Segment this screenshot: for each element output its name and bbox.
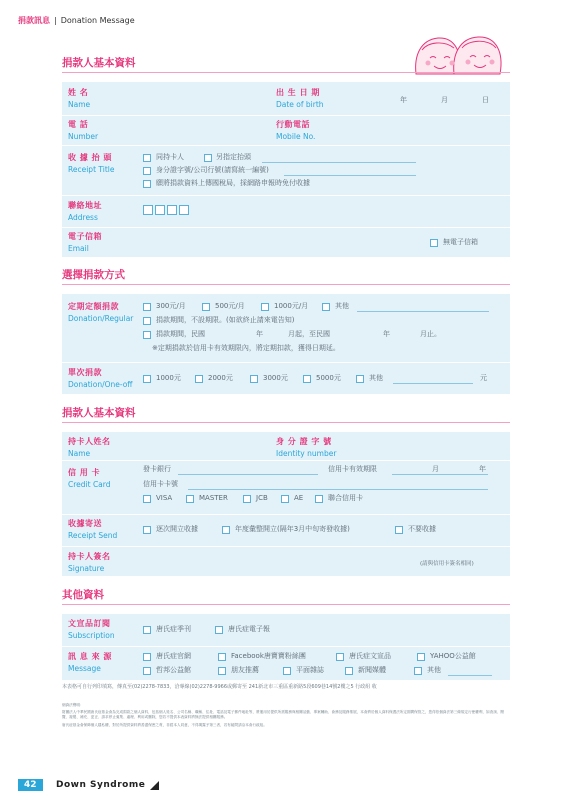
checkbox-once-2000[interactable] [195,375,203,383]
once-5000: 5000元 [316,374,341,382]
send-yearly: 年度彙整開立(隔年3月中旬寄發收據) [235,525,350,533]
checkbox-receipt-upload[interactable] [143,180,151,188]
checkbox-amt-500[interactable] [202,303,210,311]
privacy-statement [62,703,510,730]
contact-info: 本表格可自行列印填寫，傳真至(02)2278-7833，洽專線(02)2278-9966或郵寄至 241新北市三重區重新路5段609巷14號2樓之5 行政組 收 [62,684,377,690]
magazine-name: Down Syndrome [56,780,146,790]
amt-other: 其他 [335,302,349,310]
amt-other-line[interactable] [357,311,489,312]
expiry-month: 月 [432,465,439,473]
checkbox-msg-website[interactable] [143,653,151,661]
msg-news: 新聞媒體 [358,666,386,674]
checkbox-once-5000[interactable] [303,375,311,383]
checkbox-once-1000[interactable] [143,375,151,383]
card-union: 聯合信用卡 [328,494,363,502]
msg-yahoo: YAHOO公益館 [430,652,476,660]
label-signature: 持卡人簽名 Signature [68,552,111,573]
header-title-en: Donation Message [60,16,135,25]
receipt-id-line[interactable] [284,175,416,176]
row-address [62,195,510,227]
send-none: 不要收據 [408,525,436,533]
checkbox-msg-other[interactable] [414,667,422,675]
label-name: 姓 名 Name [68,88,91,109]
checkbox-send-none[interactable] [395,526,403,534]
label-address: 聯絡地址 Address [68,201,102,222]
checkbox-period-open[interactable] [143,317,151,325]
label-subscription: 文宣品訂閱 Subscription [68,619,115,640]
send-each: 逐次開立收據 [156,525,198,533]
dob-month-label: 月 [441,96,448,104]
receipt-opt-same: 同持卡人 [156,153,184,161]
msg-friend: 朋友推薦 [231,666,259,674]
checkbox-msg-charity[interactable] [143,667,151,675]
period-range-a: 捐款期間，民國 [156,330,205,338]
checkbox-amt-other[interactable] [322,303,330,311]
privacy-heading: 個資法聲明： [62,703,84,707]
amt-300: 300元/月 [156,302,186,310]
row-card [62,460,510,514]
sub-enews: 唐氏症電子報 [228,625,270,633]
label-send: 收據寄送 Receipt Send [68,519,118,540]
card-visa: VISA [156,494,173,502]
zip-box-2[interactable] [155,205,165,215]
msg-other-line[interactable] [448,675,492,676]
once-3000: 3000元 [263,374,288,382]
checkbox-amt-300[interactable] [143,303,151,311]
privacy-body: 財團法人中華民國唐氏症基金會為完成捐款之個人資料，包括個人姓名、公司名稱、職稱、住址、電話及電子郵件地址等，將運用於提供所需服務與相關活動、專案輔助、會務及服務推展，本會將於個人資料保護法所定期間保管之，您得依個資法第三條規定行使權利，如查詢、閱覽、複製、補充、更正、請求停止蒐集、處理、利用或刪除，您若不提供本表資料將無法提供相關服務。 [62,710,505,720]
label-id: 身 分 證 字 號 Identity number [276,437,337,458]
period-range-c: 月起，至民國 [288,330,330,338]
checkbox-no-email[interactable] [430,239,438,247]
sub-quarterly: 唐氏症季刊 [156,625,191,633]
checkbox-msg-facebook[interactable] [218,653,226,661]
once-other-line[interactable] [393,383,473,384]
checkbox-send-each[interactable] [143,526,151,534]
section-divider [62,422,510,423]
no-email-label: 無電子信箱 [443,238,478,246]
label-dob: 出 生 日 期 Date of birth [276,88,324,109]
label-mobile: 行動電話 Mobile No. [276,120,316,141]
card-ae: AE [294,494,304,502]
bank-line[interactable] [178,474,318,475]
checkbox-send-yearly[interactable] [222,526,230,534]
expiry-line[interactable] [392,474,488,475]
card-master: MASTER [199,494,228,502]
zip-box-4[interactable] [179,205,189,215]
checkbox-amt-1000[interactable] [261,303,269,311]
period-open: 捐款期間，不設期限。(如欲終止請來電告知) [156,316,295,324]
children-illustration [410,30,506,76]
dob-day-label: 日 [482,96,489,104]
card-number-label: 信用卡卡號 [143,480,178,488]
receipt-opt-id: 身分證字號/公司行號(請寫統一編號) [156,166,269,174]
regular-note: ※定期捐款於信用卡有效期限內，將定期扣款，獲得日期延。 [152,344,340,352]
header-separator: | [54,16,57,25]
zip-box-1[interactable] [143,205,153,215]
checkbox-msg-friend[interactable] [218,667,226,675]
msg-website: 唐氏症官網 [156,652,191,660]
bank-label: 發卡銀行 [143,465,171,473]
row-subscription [62,614,510,646]
section-divider [62,284,510,285]
page-number: 42 [18,779,43,791]
receipt-opt-other: 另指定抬頭 [216,153,251,161]
card-jcb: JCB [256,494,268,502]
checkbox-msg-yahoo[interactable] [417,653,425,661]
label-email: 電子信箱 Email [68,232,102,253]
receipt-other-line[interactable] [262,162,416,163]
msg-other: 其他 [427,666,441,674]
checkbox-receipt-id[interactable] [143,167,151,175]
checkbox-union[interactable] [315,495,323,503]
checkbox-sub-enews[interactable] [215,626,223,634]
period-range-b: 年 [256,330,263,338]
label-regular: 定期定額捐款 Donation/Regular [68,302,134,323]
checkbox-receipt-other[interactable] [204,154,212,162]
checkbox-ae[interactable] [281,495,289,503]
checkbox-msg-news[interactable] [345,667,353,675]
msg-charity: 哲邦公益館 [156,666,191,674]
header-title-zh: 捐款訊息 [18,16,50,25]
dob-year-label: 年 [400,96,407,104]
msg-magazine: 平面雜誌 [296,666,324,674]
card-number-line[interactable] [188,489,488,490]
zip-box-3[interactable] [167,205,177,215]
label-phone: 電 話 Number [68,120,99,141]
section-title-donor: 捐款人基本資料 [62,57,136,69]
amt-500: 500元/月 [215,302,245,310]
once-unit: 元 [480,374,487,382]
section-divider [62,72,510,73]
section-divider [62,604,510,605]
section-title-method: 選擇捐款方式 [62,269,125,281]
checkbox-once-3000[interactable] [250,375,258,383]
checkbox-receipt-same[interactable] [143,154,151,162]
msg-facebook: Facebook唐寶寶粉絲團 [231,652,306,660]
label-credit-card: 信 用 卡 Credit Card [68,468,111,489]
triangle-icon [150,781,159,790]
checkbox-master[interactable] [186,495,194,503]
label-message: 訊 息 來 源 Message [68,652,112,673]
once-1000: 1000元 [156,374,181,382]
privacy-note: 唐氏症基金會保障個人隱私權，對於所提供資料將善盡保密之責，非經本人同意，不得揭露予第三者，若有疑問請洽本會行政組。 [62,722,267,727]
section-title-card: 捐款人基本資料 [62,407,136,419]
amt-1000: 1000元/月 [274,302,309,310]
label-holder: 持卡人姓名 Name [68,437,111,458]
label-receipt: 收 據 抬 頭 Receipt Title [68,153,115,174]
expiry-label: 信用卡有效期限 [328,465,377,473]
signature-note: (請與信用卡簽名相同) [420,561,474,567]
checkbox-once-other[interactable] [356,375,364,383]
period-range-d: 年 [383,330,390,338]
checkbox-msg-magazine[interactable] [283,667,291,675]
section-title-other: 其他資料 [62,589,104,601]
checkbox-msg-flyer[interactable] [336,653,344,661]
label-once: 單次捐款 Donation/One-off [68,368,133,389]
expiry-year: 年 [479,465,486,473]
checkbox-period-range[interactable] [143,331,151,339]
checkbox-visa[interactable] [143,495,151,503]
msg-flyer: 唐氏症文宣品 [349,652,391,660]
once-other: 其他 [369,374,383,382]
period-range-e: 月止。 [420,330,441,338]
once-2000: 2000元 [208,374,233,382]
receipt-opt-upload: 願將捐款資料上傳國稅局，採網路申報時免付收據 [156,179,310,187]
checkbox-jcb[interactable] [243,495,251,503]
page-header [18,15,135,26]
checkbox-sub-quarterly[interactable] [143,626,151,634]
